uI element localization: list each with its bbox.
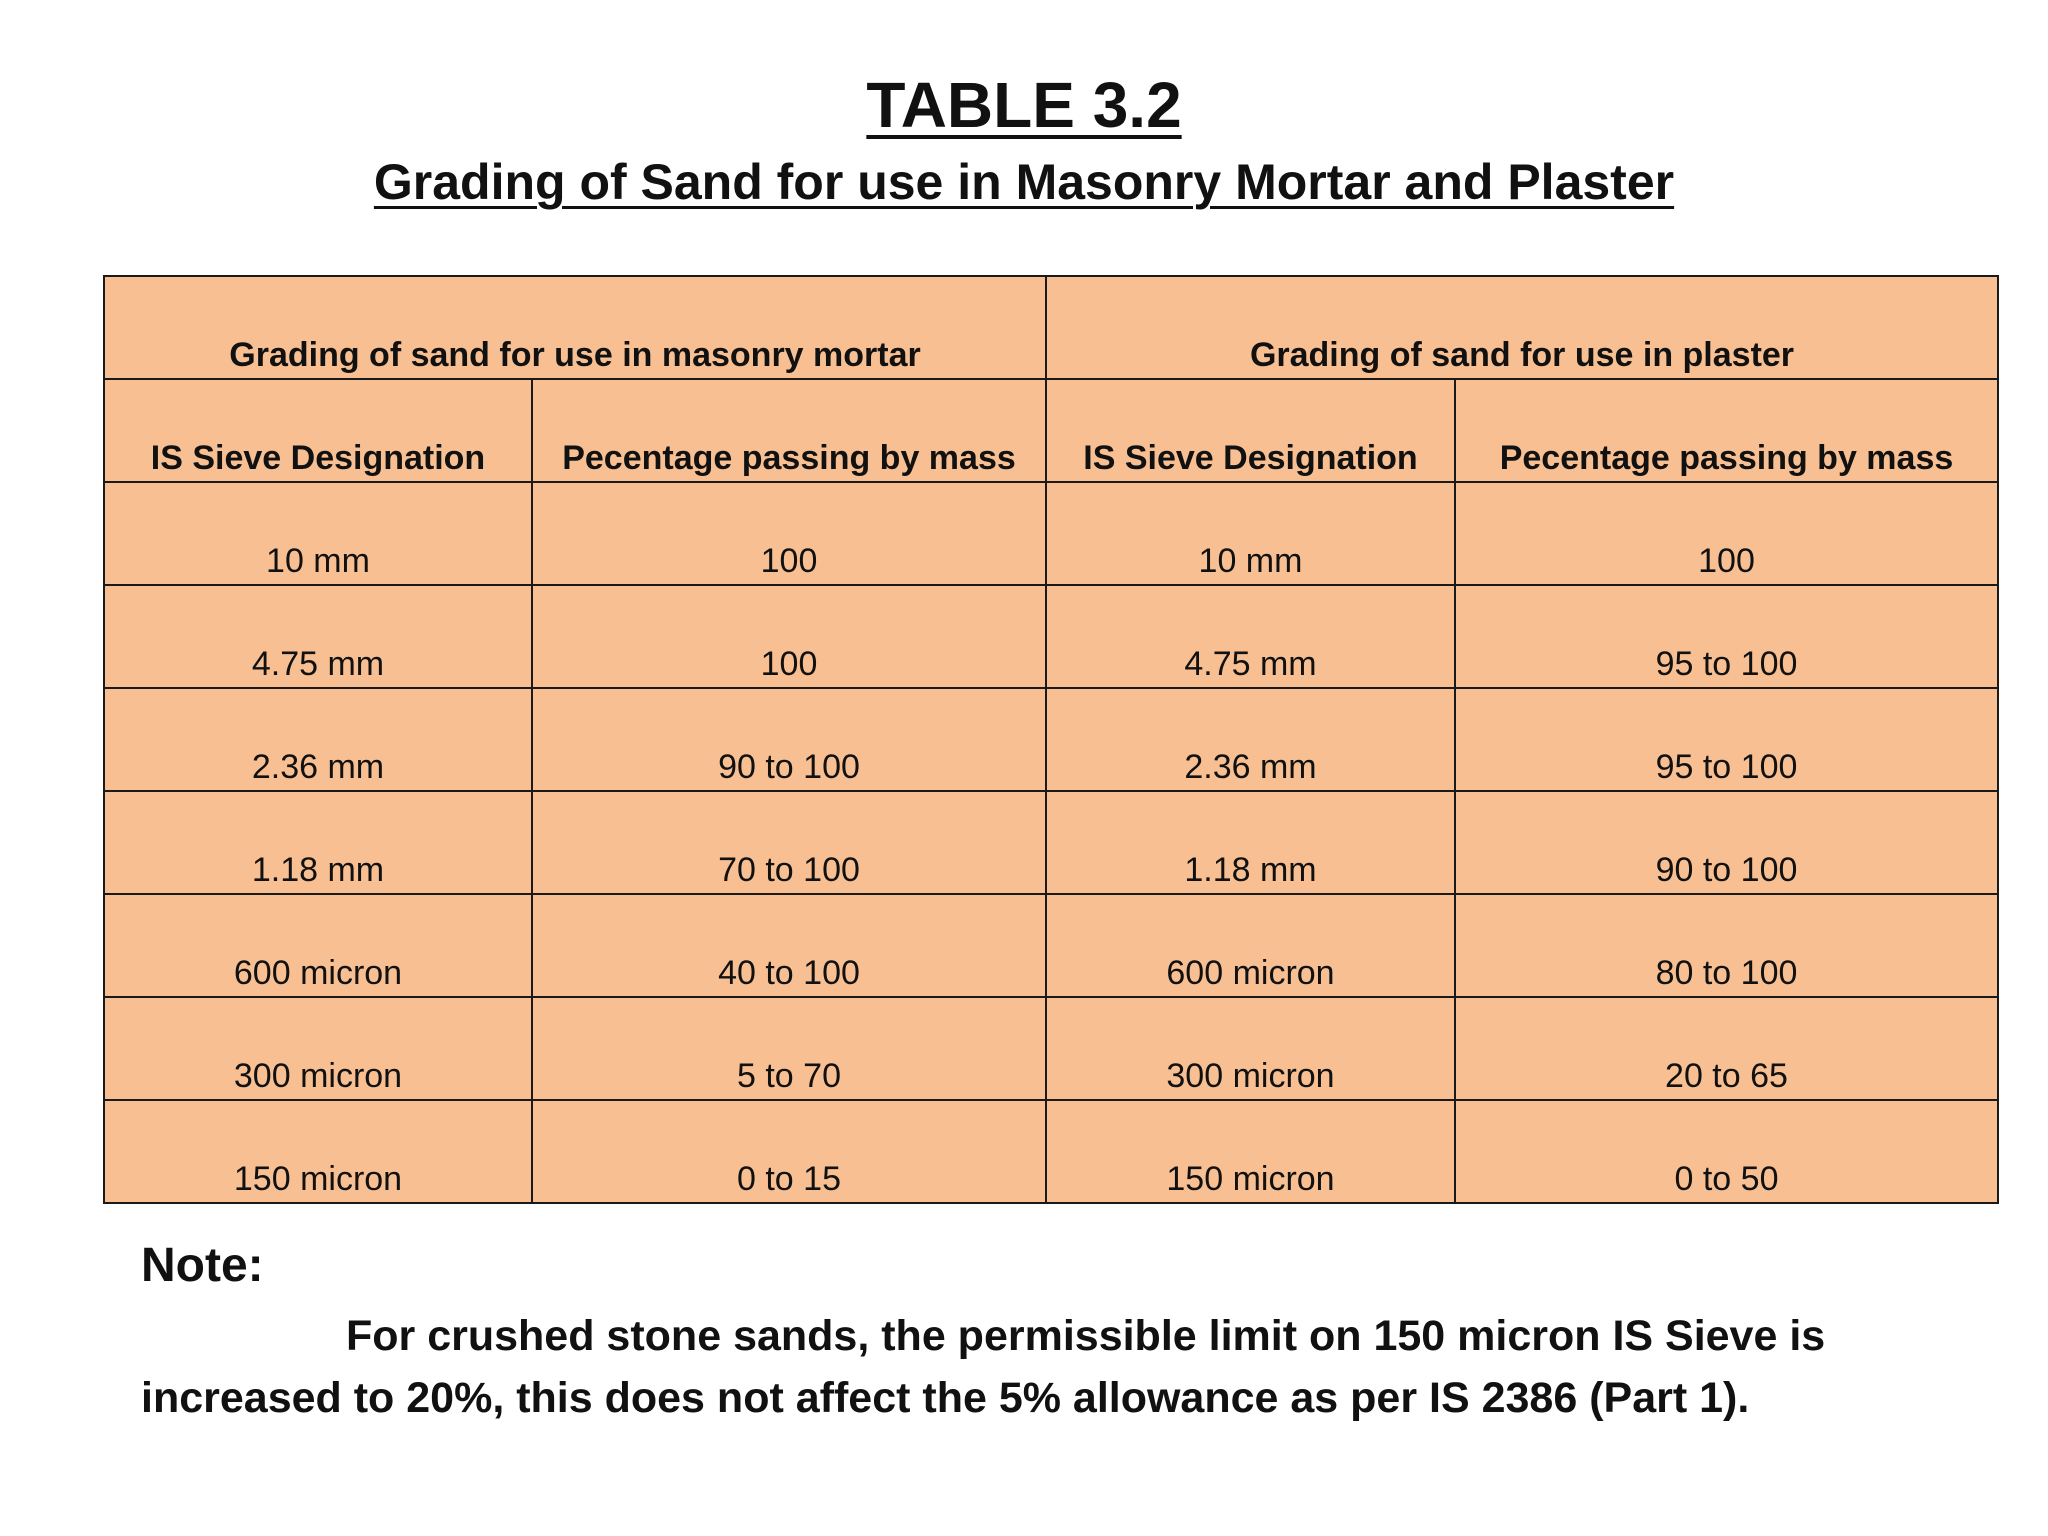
- note-label: Note:: [141, 1239, 264, 1292]
- mortar-percentage-cell: 70 to 100: [532, 791, 1046, 894]
- mortar-sieve-cell: 1.18 mm: [104, 791, 532, 894]
- plaster-percentage-cell: 95 to 100: [1455, 585, 1998, 688]
- mortar-percentage-cell: 0 to 15: [532, 1100, 1046, 1203]
- mortar-sieve-cell: 4.75 mm: [104, 585, 532, 688]
- table-row: [104, 1100, 1998, 1203]
- plaster-percentage-cell: 100: [1455, 482, 1998, 585]
- mortar-sieve-cell: 300 micron: [104, 997, 532, 1100]
- mortar-sieve-cell: 600 micron: [104, 894, 532, 997]
- note-text: For crushed stone sands, the permissible limit on 150 micron IS Sieve is increased to 20%, this does not affect the 5% allowance as per IS 2386 (Part 1).: [141, 1312, 1826, 1422]
- mortar-sieve-cell: 150 micron: [104, 1100, 532, 1203]
- plaster-percentage-cell: 90 to 100: [1455, 791, 1998, 894]
- column-header-mortar-sieve: IS Sieve Designation: [104, 379, 532, 482]
- column-header-plaster-percentage: Pecentage passing by mass: [1455, 379, 1998, 482]
- plaster-sieve-cell: 300 micron: [1046, 997, 1455, 1100]
- table-row: [104, 791, 1998, 894]
- table-row: [104, 585, 1998, 688]
- table-title: TABLE 3.2: [866, 69, 1182, 141]
- mortar-percentage-cell: 100: [532, 585, 1046, 688]
- plaster-sieve-cell: 600 micron: [1046, 894, 1455, 997]
- mortar-percentage-cell: 90 to 100: [532, 688, 1046, 791]
- table-row: [104, 997, 1998, 1100]
- plaster-sieve-cell: 2.36 mm: [1046, 688, 1455, 791]
- plaster-sieve-cell: 150 micron: [1046, 1100, 1455, 1203]
- plaster-percentage-cell: 95 to 100: [1455, 688, 1998, 791]
- sand-grading-table: [103, 275, 1999, 1204]
- plaster-sieve-cell: 10 mm: [1046, 482, 1455, 585]
- group-header-plaster: Grading of sand for use in plaster: [1046, 276, 1998, 379]
- table-subtitle: Grading of Sand for use in Masonry Mortar and Plaster: [373, 154, 1675, 210]
- plaster-percentage-cell: 0 to 50: [1455, 1100, 1998, 1203]
- table-row: [104, 688, 1998, 791]
- plaster-percentage-cell: 80 to 100: [1455, 894, 1998, 997]
- mortar-sieve-cell: 2.36 mm: [104, 688, 532, 791]
- column-header-plaster-sieve: IS Sieve Designation: [1046, 379, 1455, 482]
- mortar-percentage-cell: 40 to 100: [532, 894, 1046, 997]
- plaster-percentage-cell: 20 to 65: [1455, 997, 1998, 1100]
- mortar-percentage-cell: 5 to 70: [532, 997, 1046, 1100]
- group-header-row: [104, 276, 1998, 379]
- plaster-sieve-cell: 1.18 mm: [1046, 791, 1455, 894]
- mortar-percentage-cell: 100: [532, 482, 1046, 585]
- table-row: [104, 894, 1998, 997]
- plaster-sieve-cell: 4.75 mm: [1046, 585, 1455, 688]
- column-header-mortar-percentage: Pecentage passing by mass: [532, 379, 1046, 482]
- table-row: [104, 482, 1998, 585]
- column-header-row: [104, 379, 1998, 482]
- mortar-sieve-cell: 10 mm: [104, 482, 532, 585]
- group-header-masonry-mortar: Grading of sand for use in masonry mortar: [104, 276, 1046, 379]
